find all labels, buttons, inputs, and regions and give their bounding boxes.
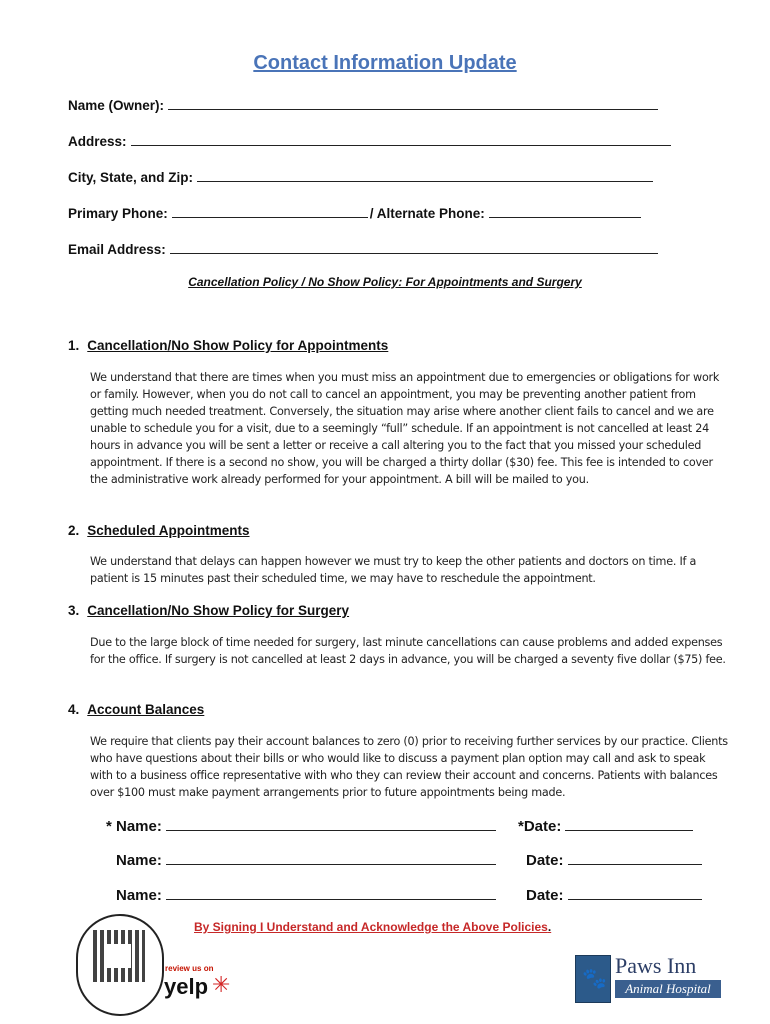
acknowledgement-text xyxy=(194,920,551,934)
section-2-heading xyxy=(68,523,250,538)
alternate-phone-label: / Alternate Phone: xyxy=(369,206,485,221)
city-state-zip-field xyxy=(68,169,653,185)
email-label: Email Address: xyxy=(68,242,166,257)
address-label: Address: xyxy=(68,134,127,149)
signature-date-2 xyxy=(526,851,702,869)
qr-center xyxy=(107,944,131,968)
section-1-title: Cancellation/No Show Policy for Appointments xyxy=(87,338,389,353)
signature-name-2-label: Name: xyxy=(116,852,162,869)
logo-name: Paws Inn xyxy=(615,953,697,978)
paw-icon: 🐾 xyxy=(582,968,607,990)
signature-date-1 xyxy=(518,817,693,835)
signature-date-2-line[interactable] xyxy=(568,851,702,865)
signature-date-1-label: *Date: xyxy=(518,818,562,835)
section-2-body: We understand that delays can happen however we must try to keep the other patients and doctors on time. If a patient is 15 minutes past their scheduled time, we may have to reschedule the appointment. xyxy=(90,555,697,585)
qr-code-icon xyxy=(93,930,145,982)
signature-date-3-line[interactable] xyxy=(568,886,702,900)
signature-date-1-line[interactable] xyxy=(565,817,693,831)
city-state-zip-label: City, State, and Zip: xyxy=(68,170,194,185)
primary-phone-line[interactable] xyxy=(172,205,368,218)
section-3-body: Due to the large block of time needed for surgery, last minute cancellations can cause problems and added expenses for the office. If surgery is not cancelled at least 2 days in advance, you will be charged a seventy five dollar ($75) fee. xyxy=(90,636,726,666)
signature-name-1 xyxy=(106,817,496,835)
email-field xyxy=(68,241,658,257)
signature-date-3 xyxy=(526,886,702,904)
signature-name-1-line[interactable] xyxy=(166,817,496,831)
acknowledgement-period: . xyxy=(547,920,552,934)
alternate-phone-line[interactable] xyxy=(489,205,641,218)
section-3-title: Cancellation/No Show Policy for Surgery xyxy=(87,603,350,618)
signature-date-2-label: Date: xyxy=(526,852,564,869)
section-2-title: Scheduled Appointments xyxy=(87,523,250,538)
section-4-number: 4. xyxy=(68,702,80,717)
yelp-burst-icon: ✳ xyxy=(212,972,231,997)
acknowledgement-label: By Signing I Understand and Acknowledge the Above Policies xyxy=(194,920,548,934)
address-line[interactable] xyxy=(131,133,671,146)
owner-name-line[interactable] xyxy=(168,97,658,110)
section-1-body: We understand that there are times when you must miss an appointment due to emergencies or obligations for work or family. However, when you do not call to cancel an appointment, you may be preventing another patient from getting much needed treatment. Conversely, the situation may arise where another client fails to cancel and we are unable to schedule you for a visit, due to a seemingly “full” schedule. If an appointment is not cancelled at least 24 hours in advance you will be sent a letter or receive a call altering you to the fact that you missed your scheduled appointment. If there is a second no show, you will be charged a thirty dollar ($30) fee. This fee is intended to cover the administrative work already performed for your appointment. A bill will be mailed to you. xyxy=(90,371,720,486)
section-1-number: 1. xyxy=(68,338,80,353)
section-3-number: 3. xyxy=(68,603,80,618)
yelp-logo: yelp xyxy=(164,974,209,999)
section-1-heading xyxy=(68,338,388,353)
signature-name-3-label: Name: xyxy=(116,887,162,904)
signature-name-3-line[interactable] xyxy=(166,886,496,900)
section-4-title: Account Balances xyxy=(87,702,205,717)
section-2-number: 2. xyxy=(68,523,80,538)
signature-name-2 xyxy=(116,851,496,869)
phone-field xyxy=(68,205,641,221)
page-title: Contact Information Update xyxy=(253,52,517,74)
owner-name-label: Name (Owner): xyxy=(68,98,165,113)
policy-heading: Cancellation Policy / No Show Policy: For Appointments and Surgery xyxy=(188,275,582,289)
signature-name-2-line[interactable] xyxy=(166,851,496,865)
signature-name-3 xyxy=(116,886,496,904)
paws-inn-logo xyxy=(575,953,725,1003)
address-field xyxy=(68,133,671,149)
email-line[interactable] xyxy=(170,241,658,254)
yelp-review-text: review us on xyxy=(165,964,214,973)
section-4-heading xyxy=(68,702,204,717)
signature-date-3-label: Date: xyxy=(526,887,564,904)
city-state-zip-line[interactable] xyxy=(197,169,653,182)
logo-subtitle: Animal Hospital xyxy=(615,980,721,998)
section-3-heading xyxy=(68,603,349,618)
qr-badge[interactable] xyxy=(76,914,164,1016)
primary-phone-label: Primary Phone: xyxy=(68,206,168,221)
paw-logo-box xyxy=(575,955,611,1003)
section-4-body: We require that clients pay their account balances to zero (0) prior to receiving further services by our practice. Clients who have questions about their bills or who would like to discuss a payment plan option may call and ask to speak with to a business office representative with who they can review their account and concerns. Patients with balances over $100 must make payment arrangements prior to future appointments being made. xyxy=(90,735,728,799)
owner-name-field xyxy=(68,97,658,113)
signature-name-1-label: * Name: xyxy=(106,818,162,835)
